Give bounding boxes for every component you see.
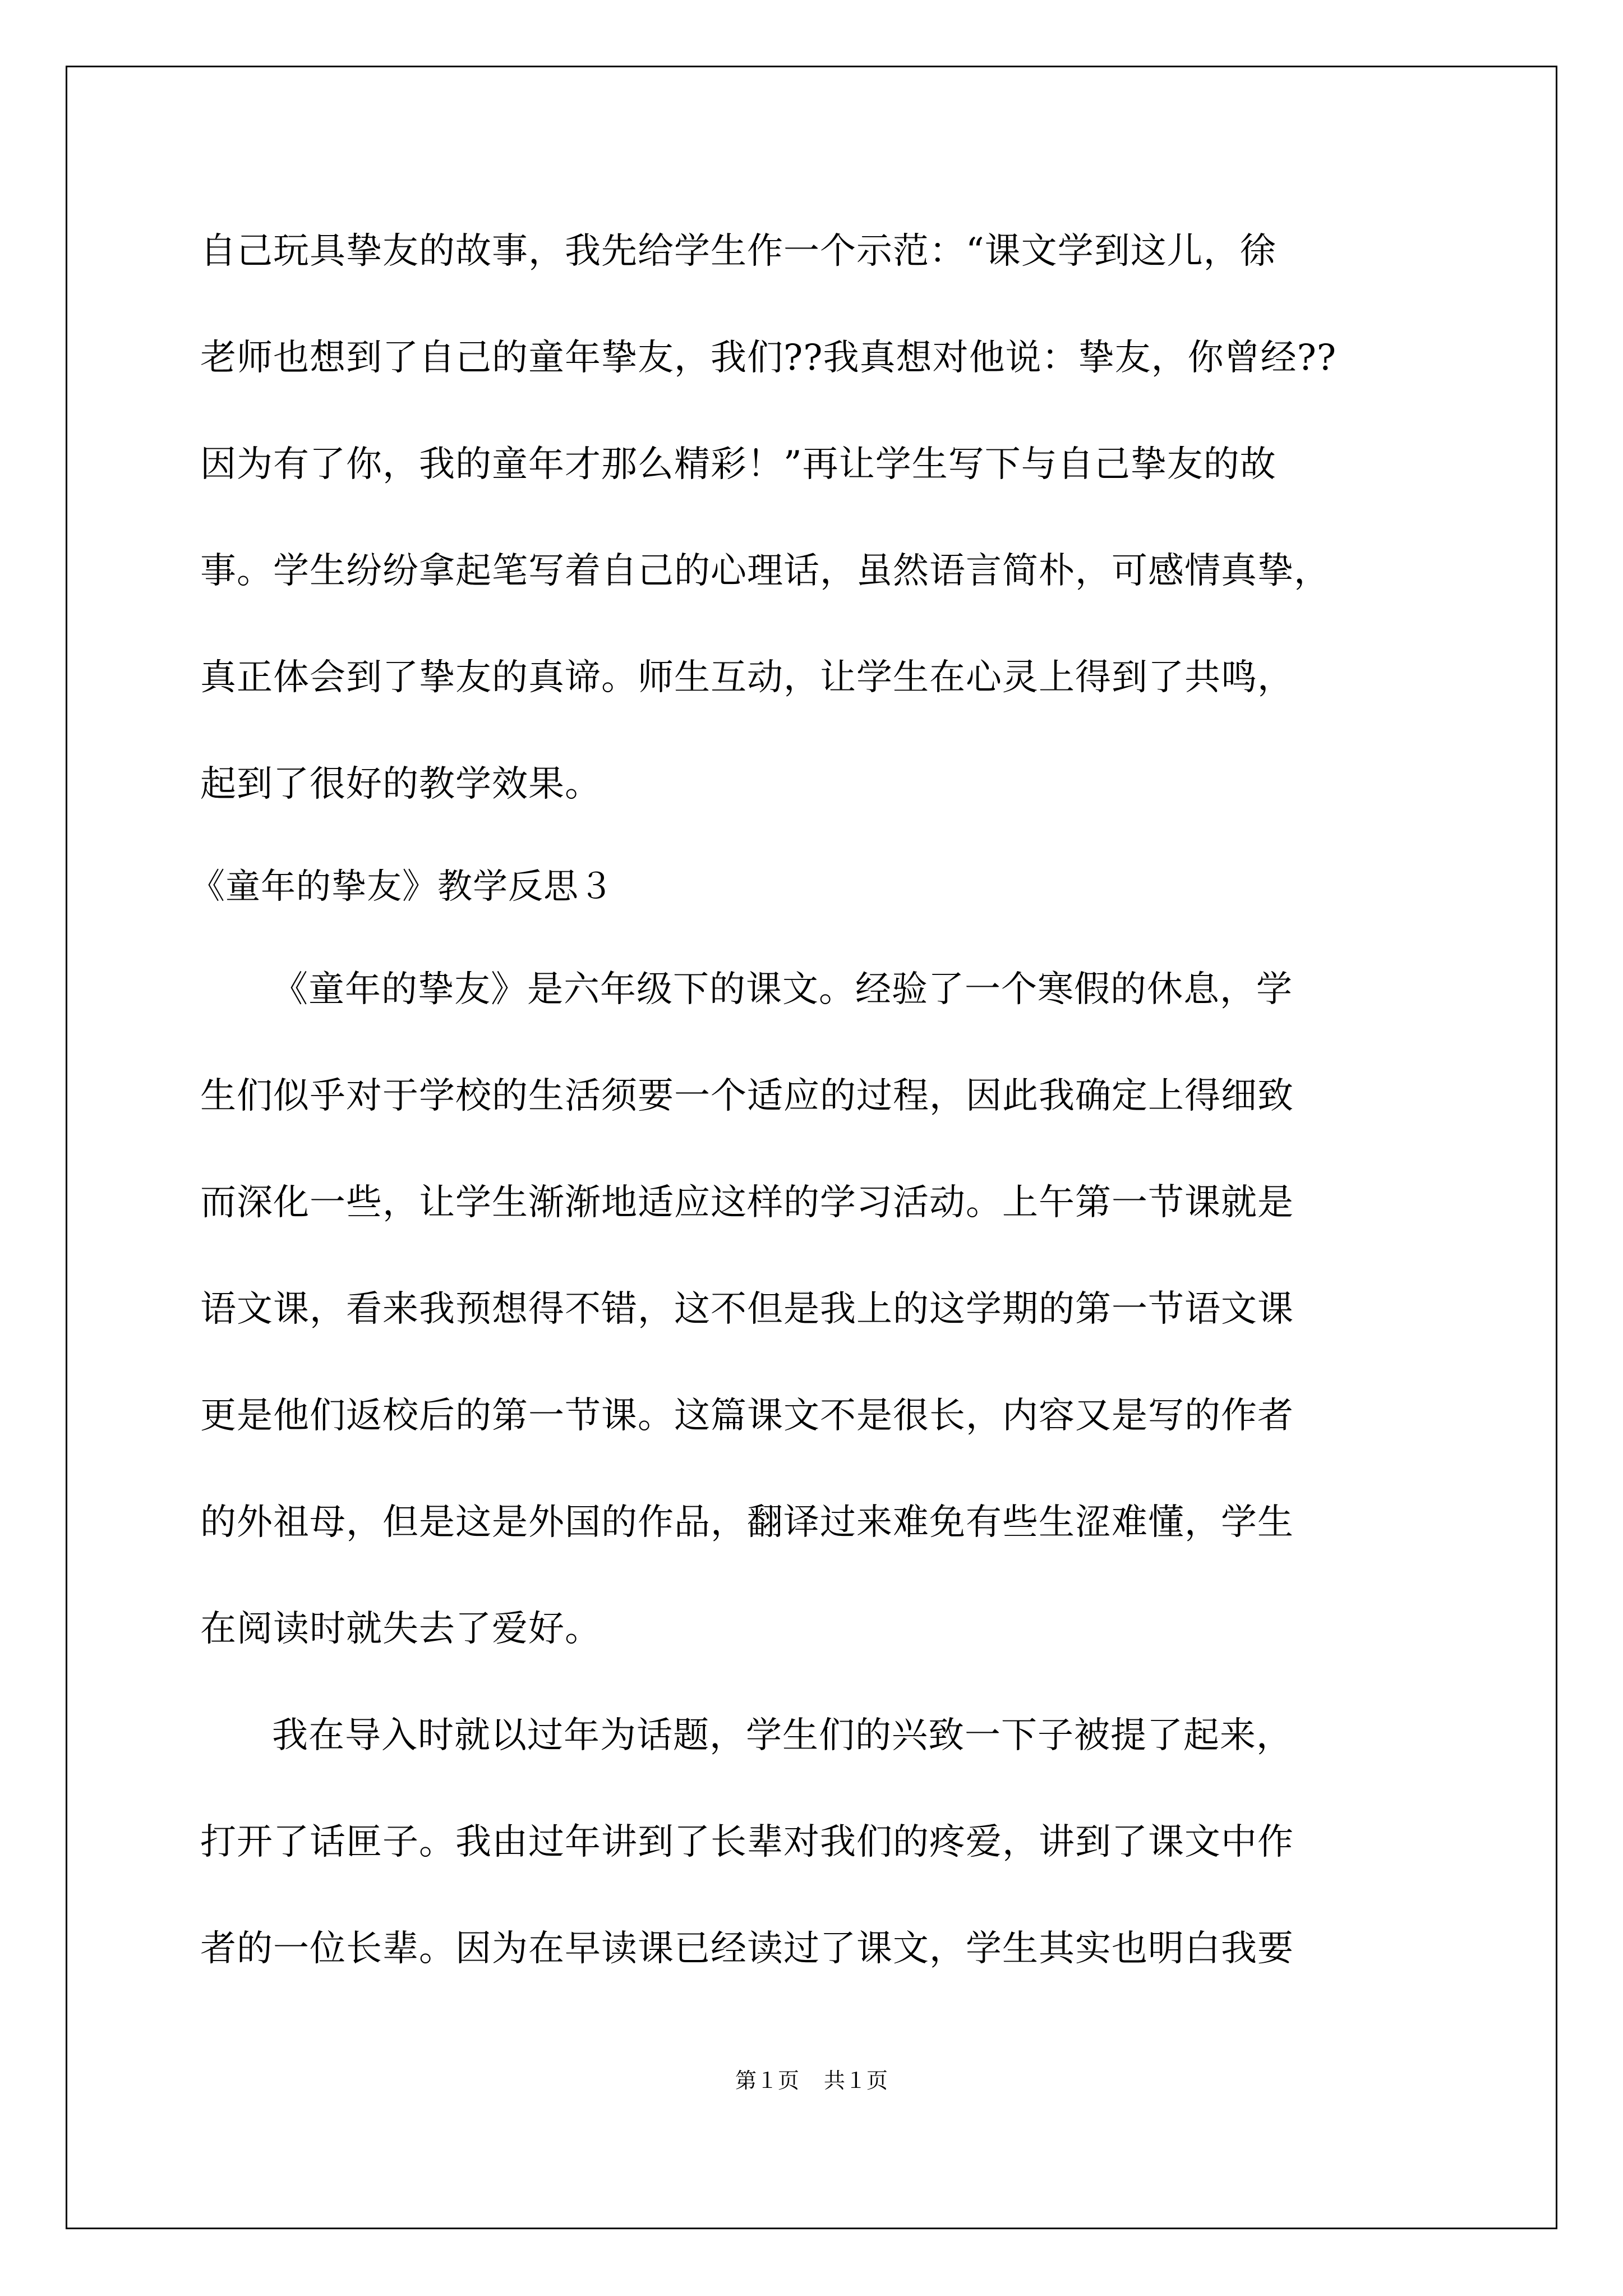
body-line: 自己玩具挚友的故事，我先给学生作一个示范：“课文学到这儿，徐 bbox=[200, 231, 1276, 272]
body-line: 的外祖母，但是这是外国的作品，翻译过来难免有些生涩难懂，学生 bbox=[200, 1502, 1294, 1543]
body-line: 者的一位长辈。因为在早读课已经读过了课文，学生其实也明白我要 bbox=[200, 1928, 1294, 1970]
body-line: 在阅读时就失去了爱好。 bbox=[200, 1608, 601, 1650]
body-line: 事。学生纷纷拿起笔写着自己的心理话，虽然语言简朴，可感情真挚， bbox=[200, 550, 1330, 592]
body-line: 语文课，看来我预想得不错，这不但是我上的这学期的第一节语文课 bbox=[200, 1289, 1294, 1330]
page-number: 第１页 bbox=[735, 2068, 799, 2093]
body-line: 打开了话匣子。我由过年讲到了长辈对我们的疼爱，讲到了课文中作 bbox=[200, 1821, 1294, 1863]
body-line: 生们似乎对于学校的生活须要一个适应的过程，因此我确定上得细致 bbox=[200, 1075, 1294, 1117]
page-border bbox=[66, 66, 1557, 2229]
body-line: 《童年的挚友》是六年级下的课文。经验了一个寒假的休息，学 bbox=[272, 969, 1293, 1010]
page-footer bbox=[0, 2067, 1623, 2095]
body-line: 更是他们返校后的第一节课。这篇课文不是很长，内容又是写的作者 bbox=[200, 1395, 1294, 1437]
body-line: 我在导入时就以过年为话题，学生们的兴致一下子被提了起来， bbox=[272, 1715, 1293, 1756]
body-line: 因为有了你，我的童年才那么精彩！”再让学生写下与自己挚友的故 bbox=[200, 444, 1276, 485]
body-line: 起到了很好的教学效果。 bbox=[200, 763, 601, 805]
body-line: 而深化一些，让学生渐渐地适应这样的学习活动。上午第一节课就是 bbox=[200, 1182, 1294, 1223]
body-line: 老师也想到了自己的童年挚友，我们??我真想对他说：挚友，你曾经?? bbox=[200, 337, 1337, 379]
body-line: 真正体会到了挚友的真谛。师生互动，让学生在心灵上得到了共鸣， bbox=[200, 657, 1294, 698]
page-total: 共１页 bbox=[824, 2068, 888, 2093]
section-heading: 《童年的挚友》教学反思３ bbox=[190, 866, 615, 907]
